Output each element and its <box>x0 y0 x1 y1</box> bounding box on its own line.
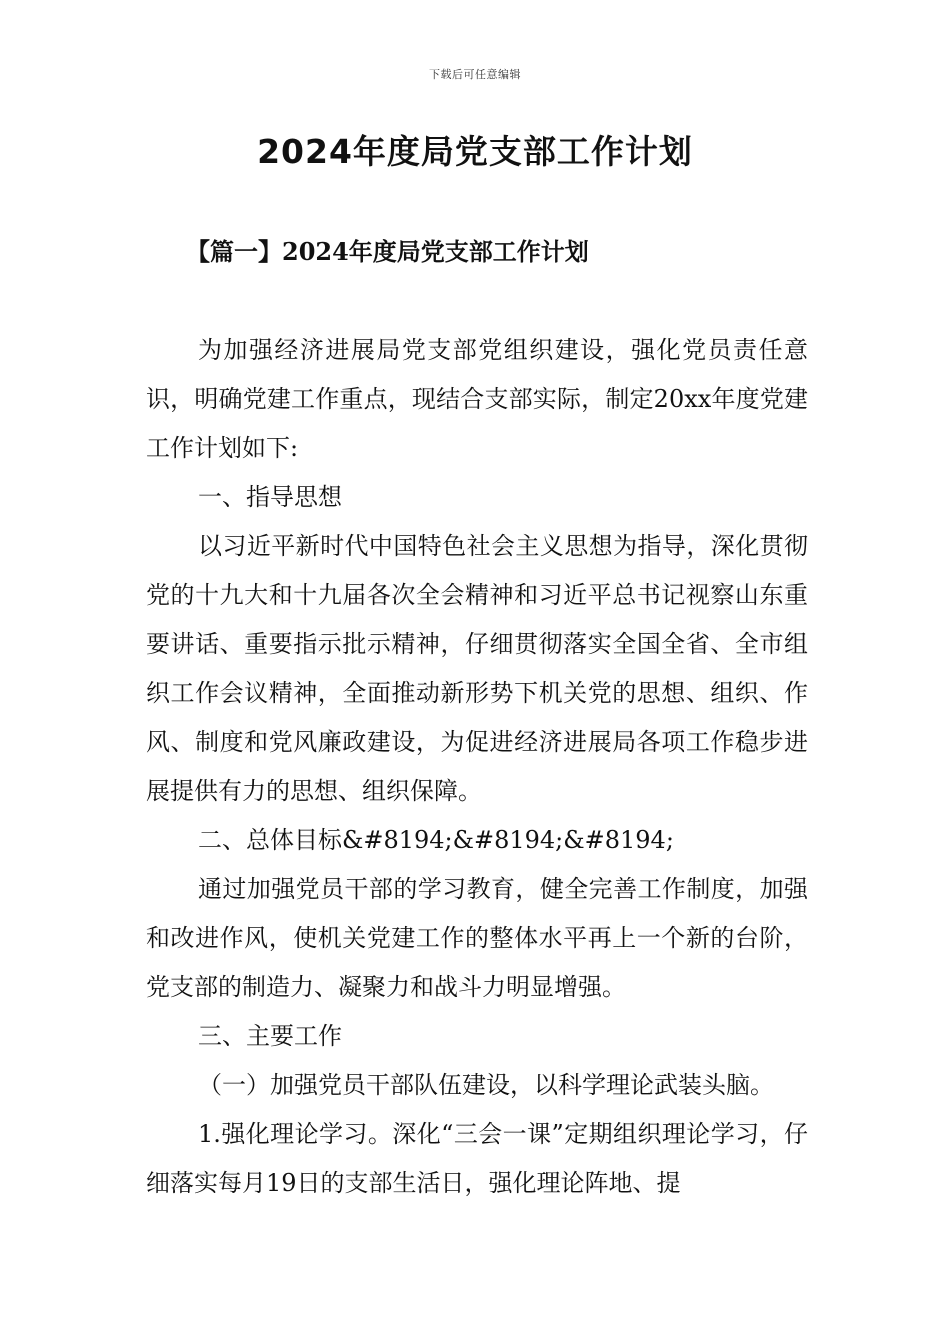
subheading-team-building: （一）加强党员干部队伍建设，以科学理论武装头脑。 <box>198 1071 774 1099</box>
section-heading: 【篇一】2024年度局党支部工作计划 <box>186 237 589 266</box>
heading-overall-goal: 二、总体目标&#8194;&#8194;&#8194; <box>198 826 674 854</box>
paragraph-overall-goal: 通过加强党员干部的学习教育，健全完善工作制度，加强和改进作风，使机关党建工作的整体水平再上一个新的台阶，党支部的制造力、凝聚力和战斗力明显增强。 <box>146 875 808 1001</box>
heading-guiding-ideology: 一、指导思想 <box>198 483 342 511</box>
paragraph-intro: 为加强经济进展局党支部党组织建设，强化党员责任意识，明确党建工作重点，现结合支部实际，制定20xx年度党建工作计划如下: <box>146 336 808 462</box>
heading-main-work: 三、主要工作 <box>198 1022 342 1050</box>
header-note: 下载后可任意编辑 <box>429 68 521 81</box>
paragraph-guiding-ideology: 以习近平新时代中国特色社会主义思想为指导，深化贯彻党的十九大和十九届各次全会精神和习近平总书记视察山东重要讲话、重要指示批示精神，仔细贯彻落实全国全省、全市组织工作会议精神，全面推动新形势下机关党的思想、组织、作风、制度和党风廉政建设，为促进经济进展局各项工作稳步进展提供有力的思想、组织保障。 <box>146 532 808 805</box>
paragraph-theory-study: 1.强化理论学习。深化“三会一课”定期组织理论学习，仔细落实每月19日的支部生活日，强化理论阵地、提 <box>146 1120 808 1197</box>
document-body <box>146 326 808 1208</box>
document-title: 2024年度局党支部工作计划 <box>257 132 693 171</box>
